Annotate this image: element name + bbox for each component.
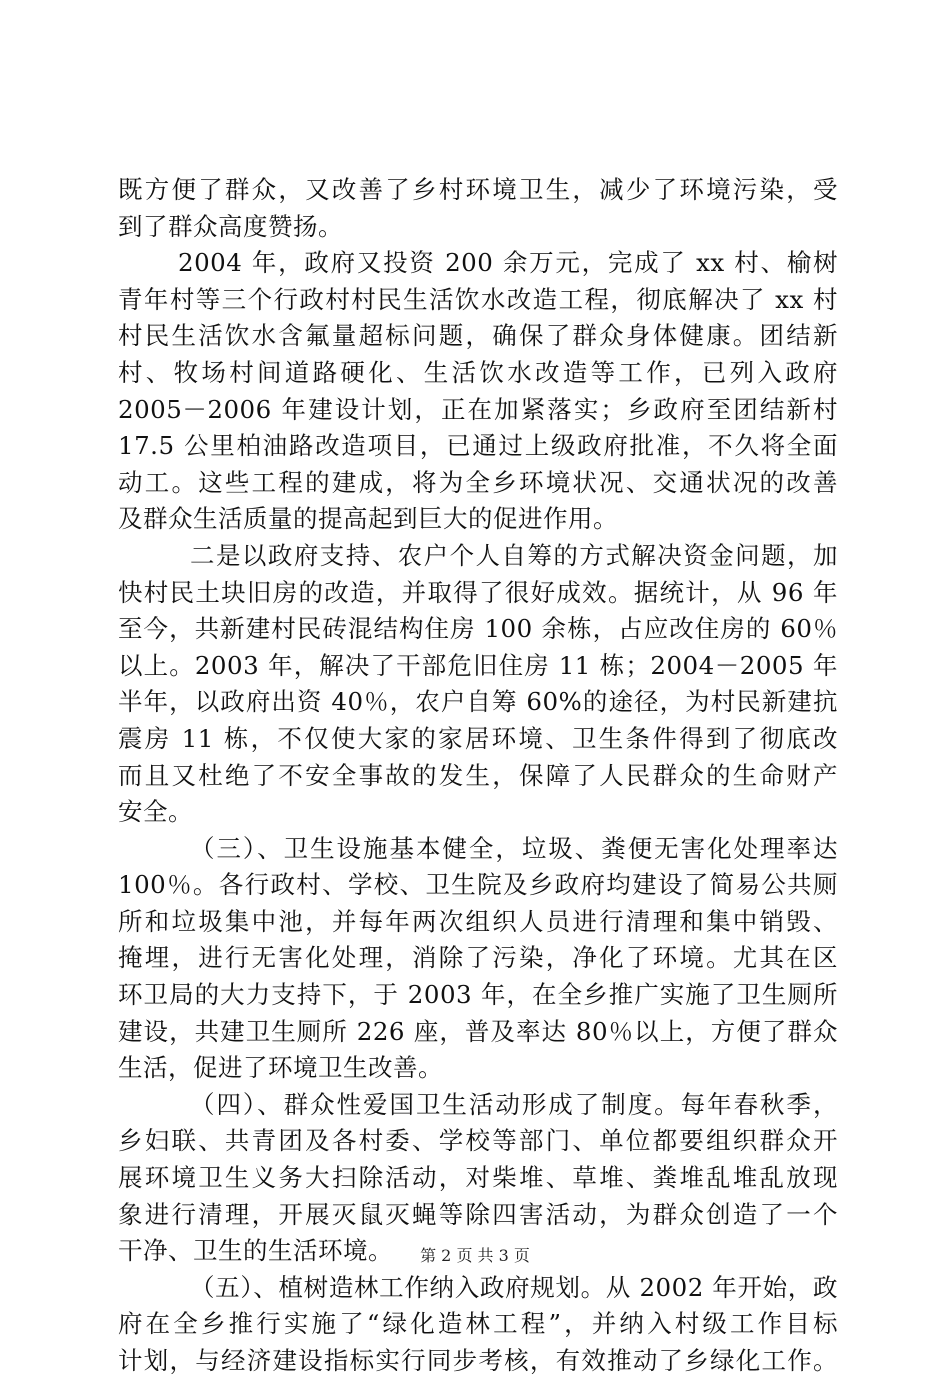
text-line: （五）、植树造林工作纳入政府规划。从 2002 年开始，政 bbox=[190, 1272, 838, 1302]
text-line: （三）、卫生设施基本健全，垃圾、粪便无害化处理率达 bbox=[190, 833, 838, 863]
text-line: 建设，共建卫生厕所 226 座，普及率达 80％以上，方便了群众 bbox=[118, 1016, 838, 1046]
text-line: 村民生活饮水含氟量超标问题，确保了群众身体健康。团结新 bbox=[118, 321, 838, 351]
text-line: 象进行清理，开展灭鼠灭蝇等除四害活动，为群众创造了一个 bbox=[118, 1199, 838, 1229]
text-line: 府在全乡推行实施了“绿化造林工程”，并纳入村级工作目标 bbox=[118, 1309, 838, 1339]
document-body bbox=[118, 172, 838, 1380]
text-line: 快村民土块旧房的改造，并取得了很好成效。据统计，从 96 年 bbox=[118, 577, 838, 607]
text-line: 100％。各行政村、学校、卫生院及乡政府均建设了简易公共厕 bbox=[118, 870, 838, 900]
text-line: 安全。 bbox=[118, 797, 193, 827]
text-line: 乡妇联、共青团及各村委、学校等部门、单位都要组织群众开 bbox=[118, 1126, 838, 1156]
text-line: 到了群众高度赞扬。 bbox=[118, 211, 343, 241]
text-line: 计划，与经济建设指标实行同步考核，有效推动了乡绿化工作。 bbox=[118, 1346, 838, 1375]
text-line: 震房 11 栋，不仅使大家的家居环境、卫生条件得到了彻底改 bbox=[118, 723, 838, 753]
text-line: 展环境卫生义务大扫除活动，对柴堆、草堆、粪堆乱堆乱放现 bbox=[118, 1163, 838, 1193]
text-line: 环卫局的大力支持下，于 2003 年，在全乡推广实施了卫生厕所 bbox=[118, 980, 838, 1010]
text-line: 二是以政府支持、农户个人自筹的方式解决资金问题，加 bbox=[190, 540, 838, 570]
text-line: 而且又杜绝了不安全事故的发生，保障了人民群众的生命财产 bbox=[118, 760, 838, 790]
text-line: 及群众生活质量的提高起到巨大的促进作用。 bbox=[118, 504, 618, 534]
text-line: 半年，以政府出资 40％，农户自筹 60%的途径，为村民新建抗 bbox=[118, 687, 838, 717]
text-line: （四）、群众性爱国卫生活动形成了制度。每年春秋季， bbox=[190, 1089, 838, 1119]
text-line: 所和垃圾集中池，并每年两次组织人员进行清理和集中销毁、 bbox=[118, 906, 838, 936]
text-line: 青年村等三个行政村村民生活饮水改造工程，彻底解决了 xx 村 bbox=[118, 284, 838, 314]
text-line: 生活，促进了环境卫生改善。 bbox=[118, 1053, 443, 1083]
text-line: 17.5 公里柏油路改造项目，已通过上级政府批准，不久将全面 bbox=[118, 431, 838, 461]
page-number-label: 第 2 页 共 3 页 bbox=[420, 1246, 530, 1265]
text-line: 掩埋，进行无害化处理，消除了污染，净化了环境。尤其在区 bbox=[118, 943, 838, 973]
text-line: 至今，共新建村民砖混结构住房 100 余栋，占应改住房的 60％ bbox=[118, 614, 838, 644]
text-line: 村、牧场村间道路硬化、生活饮水改造等工作，已列入政府 bbox=[118, 357, 838, 387]
text-line: 干净、卫生的生活环境。 bbox=[118, 1236, 393, 1266]
text-line: 以上。2003 年，解决了干部危旧住房 11 栋；2004－2005 年 bbox=[118, 650, 838, 680]
text-line: 动工。这些工程的建成，将为全乡环境状况、交通状况的改善 bbox=[118, 467, 838, 497]
text-line: 既方便了群众，又改善了乡村环境卫生，减少了环境污染，受 bbox=[118, 175, 838, 204]
page-footer bbox=[0, 1243, 950, 1266]
text-line: 2005－2006 年建设计划，正在加紧落实；乡政府至团结新村 bbox=[118, 394, 838, 424]
text-line: 2004 年，政府又投资 200 余万元，完成了 xx 村、榆树 bbox=[178, 248, 838, 278]
